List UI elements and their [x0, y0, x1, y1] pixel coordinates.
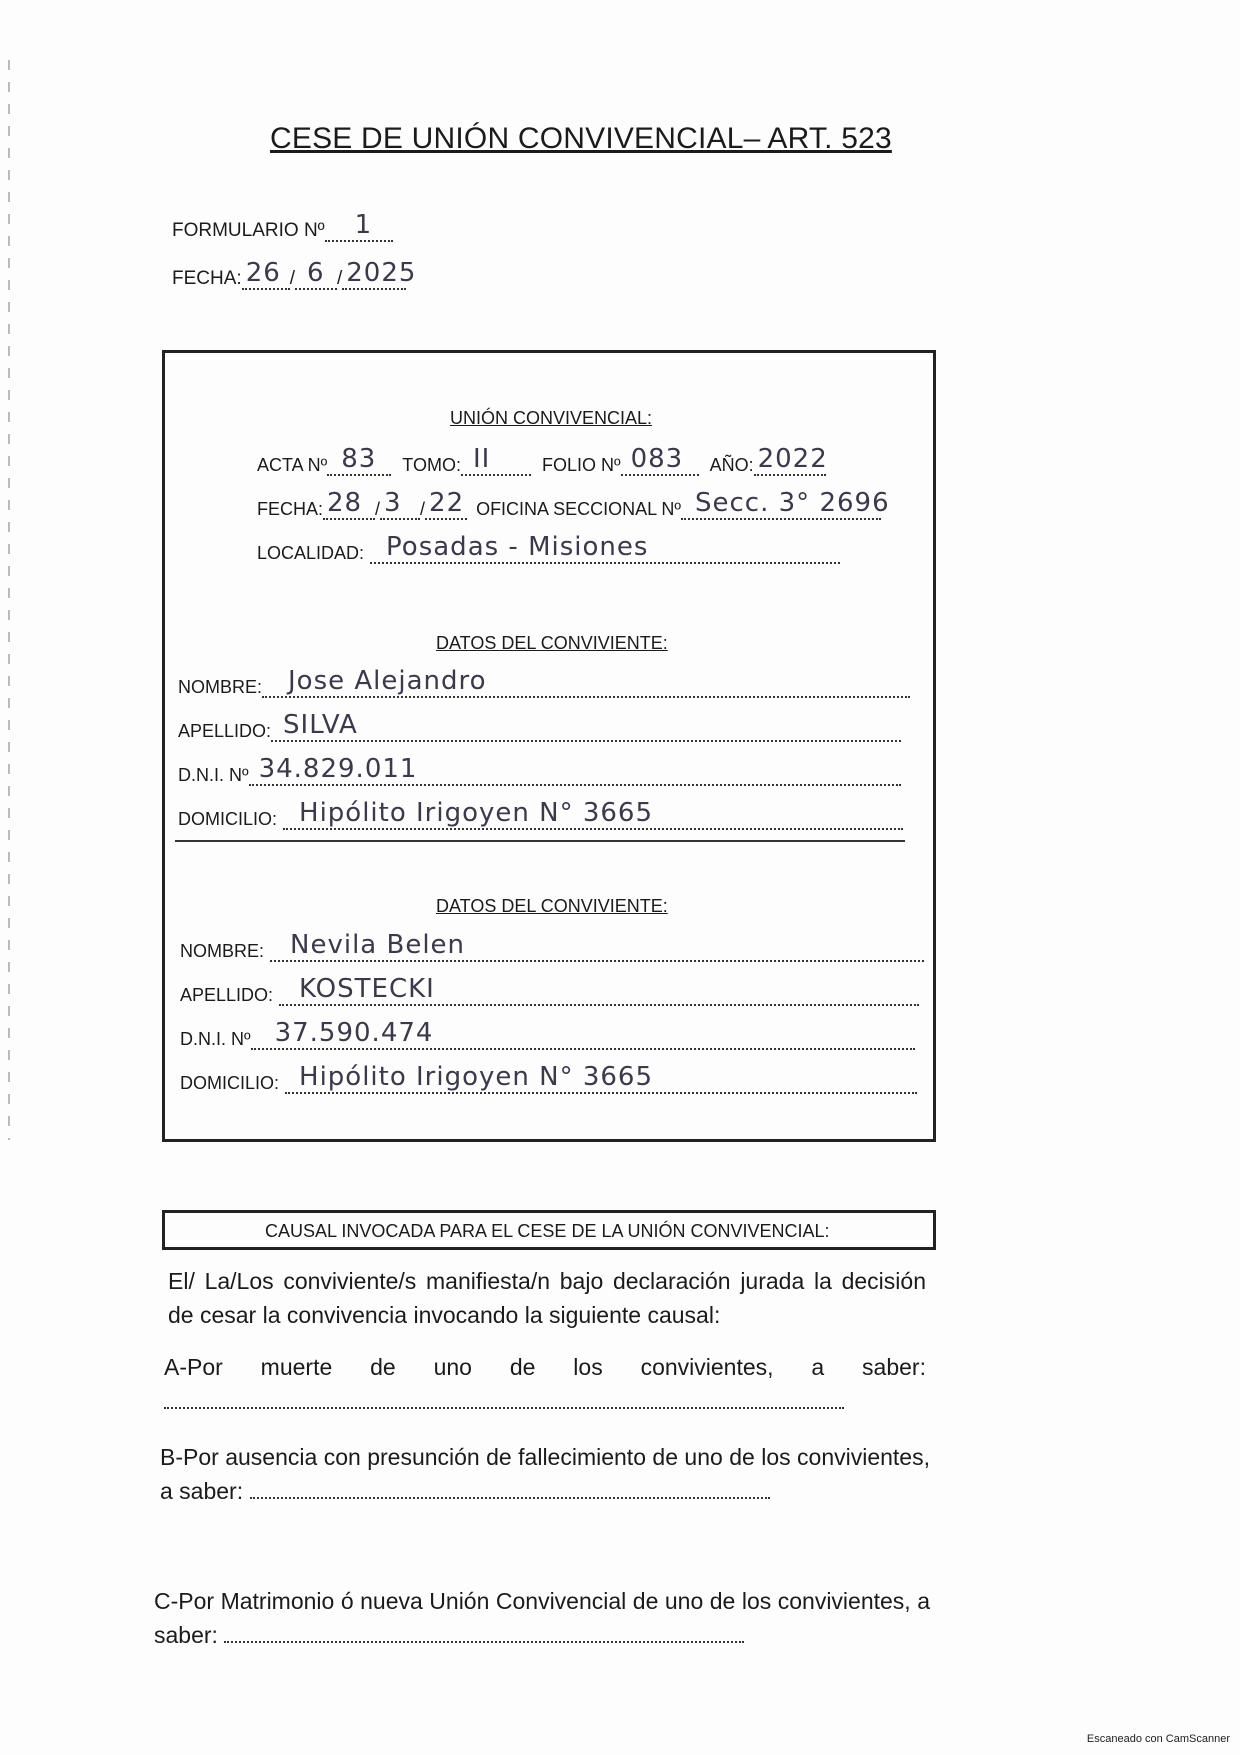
option-a: [164, 1350, 926, 1418]
option-c-text: C-Por Matrimonio ó nueva Unión Convivencial de uno de los convivientes, a saber:: [154, 1588, 930, 1648]
union-heading: UNIÓN CONVIVENCIAL:: [450, 408, 653, 428]
fecha-year-value: 2025: [346, 258, 417, 288]
fecha-union-label: FECHA:: [257, 499, 324, 519]
c1-apellido-value: SILVA: [283, 710, 358, 740]
folio-field[interactable]: [621, 444, 699, 476]
formulario-row: [172, 210, 393, 242]
acta-field[interactable]: [327, 444, 391, 476]
c1-nombre-value: Jose Alejandro: [288, 666, 487, 696]
localidad-field[interactable]: [370, 532, 840, 564]
fecha-union-year-field[interactable]: [425, 488, 467, 520]
c2-nombre-value: Nevila Belen: [290, 930, 466, 960]
c1-apellido-label: APELLIDO:: [178, 721, 272, 741]
c1-domicilio-row: [178, 798, 903, 830]
conviviente1-heading: DATOS DEL CONVIVIENTE:: [436, 633, 668, 653]
folio-label: FOLIO Nº: [541, 455, 621, 475]
causal-heading-box: [162, 1210, 936, 1250]
formulario-field[interactable]: [325, 210, 393, 242]
c2-dni-row: [180, 1018, 915, 1050]
anio-field[interactable]: [754, 444, 828, 476]
fecha-day-value: 26: [245, 258, 281, 288]
c2-apellido-field[interactable]: [279, 974, 919, 1006]
c2-apellido-value: KOSTECKI: [299, 974, 435, 1004]
option-a-field[interactable]: [164, 1387, 844, 1409]
option-b: [160, 1440, 930, 1508]
fecha-union-month-field[interactable]: [380, 488, 420, 520]
option-c-field[interactable]: [224, 1621, 744, 1643]
c2-dni-value: 37.590.474: [274, 1018, 434, 1048]
c2-domicilio-field[interactable]: [285, 1062, 917, 1094]
folio-value: 083: [630, 444, 684, 474]
c1-nombre-row: [178, 666, 910, 698]
formulario-value: 1: [354, 210, 373, 240]
fecha-union-year-value: 22: [429, 488, 465, 518]
c2-dni-field[interactable]: [251, 1018, 915, 1050]
c2-domicilio-value: Hipólito Irigoyen N° 3665: [299, 1062, 654, 1092]
c1-domicilio-value: Hipólito Irigoyen N° 3665: [299, 798, 654, 828]
c2-nombre-label: NOMBRE:: [180, 941, 265, 961]
tomo-field[interactable]: [461, 444, 531, 476]
c1-nombre-field[interactable]: [262, 666, 910, 698]
c2-dni-label: D.N.I. Nº: [180, 1029, 251, 1049]
section-divider: [175, 840, 905, 842]
option-c: [154, 1584, 930, 1652]
c1-domicilio-field[interactable]: [283, 798, 903, 830]
anio-value: 2022: [757, 444, 828, 474]
scan-edge: [8, 60, 10, 1140]
localidad-label: LOCALIDAD:: [257, 543, 365, 563]
option-a-text: A-Por muerte de uno de los convivientes, a saber:: [164, 1354, 926, 1380]
option-b-field[interactable]: [250, 1477, 770, 1499]
acta-row: [257, 444, 828, 476]
fecha-month-value: 6: [306, 258, 325, 288]
acta-value: 83: [341, 444, 377, 474]
c2-apellido-label: APELLIDO:: [180, 985, 274, 1005]
c2-nombre-field[interactable]: [270, 930, 924, 962]
c1-apellido-row: [178, 710, 901, 742]
fecha-union-day-value: 28: [327, 488, 363, 518]
form-title: CESE DE UNIÓN CONVIVENCIAL– ART. 523: [270, 122, 892, 155]
fecha-year-field[interactable]: [342, 258, 417, 290]
c1-apellido-field[interactable]: [271, 710, 901, 742]
c2-domicilio-row: [180, 1062, 917, 1094]
c2-apellido-row: [180, 974, 919, 1006]
c2-nombre-row: [180, 930, 924, 962]
tomo-value: II: [472, 444, 491, 474]
fecha-union-month-value: 3: [384, 488, 402, 518]
scanner-watermark: Escaneado con CamScanner: [1086, 1733, 1230, 1745]
acta-label: ACTA Nº: [257, 455, 328, 475]
oficina-label: OFICINA SECCIONAL Nº: [476, 499, 682, 519]
anio-label: AÑO:: [709, 455, 754, 475]
c1-dni-value: 34.829.011: [258, 754, 418, 784]
fecha-day-field[interactable]: [242, 258, 290, 290]
c1-dni-label: D.N.I. Nº: [178, 765, 249, 785]
fecha-union-day-field[interactable]: [323, 488, 375, 520]
c1-dni-row: [178, 754, 901, 786]
causal-intro: El/ La/Los conviviente/s manifiesta/n bajo declaración jurada la decisión de cesar la convivencia invocando la siguiente causal:: [168, 1268, 926, 1328]
formulario-label: FORMULARIO Nº: [172, 220, 325, 241]
fecha-union-row: FECHA: 28 / 3 / 22 OFICINA SECCIONAL Nº Secc. 3° 2696: [257, 488, 890, 519]
option-b-text: B-Por ausencia con presunción de fallecimiento de uno de los convivientes, a saber:: [160, 1444, 930, 1504]
conviviente2-heading: DATOS DEL CONVIVIENTE:: [436, 896, 668, 916]
c1-dni-field[interactable]: [249, 754, 901, 786]
fecha-month-field[interactable]: [295, 258, 337, 290]
c2-domicilio-label: DOMICILIO:: [180, 1073, 280, 1093]
c1-domicilio-label: DOMICILIO:: [178, 809, 278, 829]
oficina-field[interactable]: [681, 488, 890, 520]
oficina-value: Secc. 3° 2696: [695, 488, 890, 518]
fecha-label: FECHA:: [172, 268, 242, 289]
localidad-row: [257, 532, 840, 564]
c1-nombre-label: NOMBRE:: [178, 677, 263, 697]
fecha-row: FECHA: 26 / 6 / 2025: [172, 258, 417, 289]
tomo-label: TOMO:: [402, 455, 461, 475]
localidad-value: Posadas - Misiones: [386, 532, 649, 562]
causal-heading: CAUSAL INVOCADA PARA EL CESE DE LA UNIÓN CONVIVENCIAL:: [265, 1221, 830, 1241]
